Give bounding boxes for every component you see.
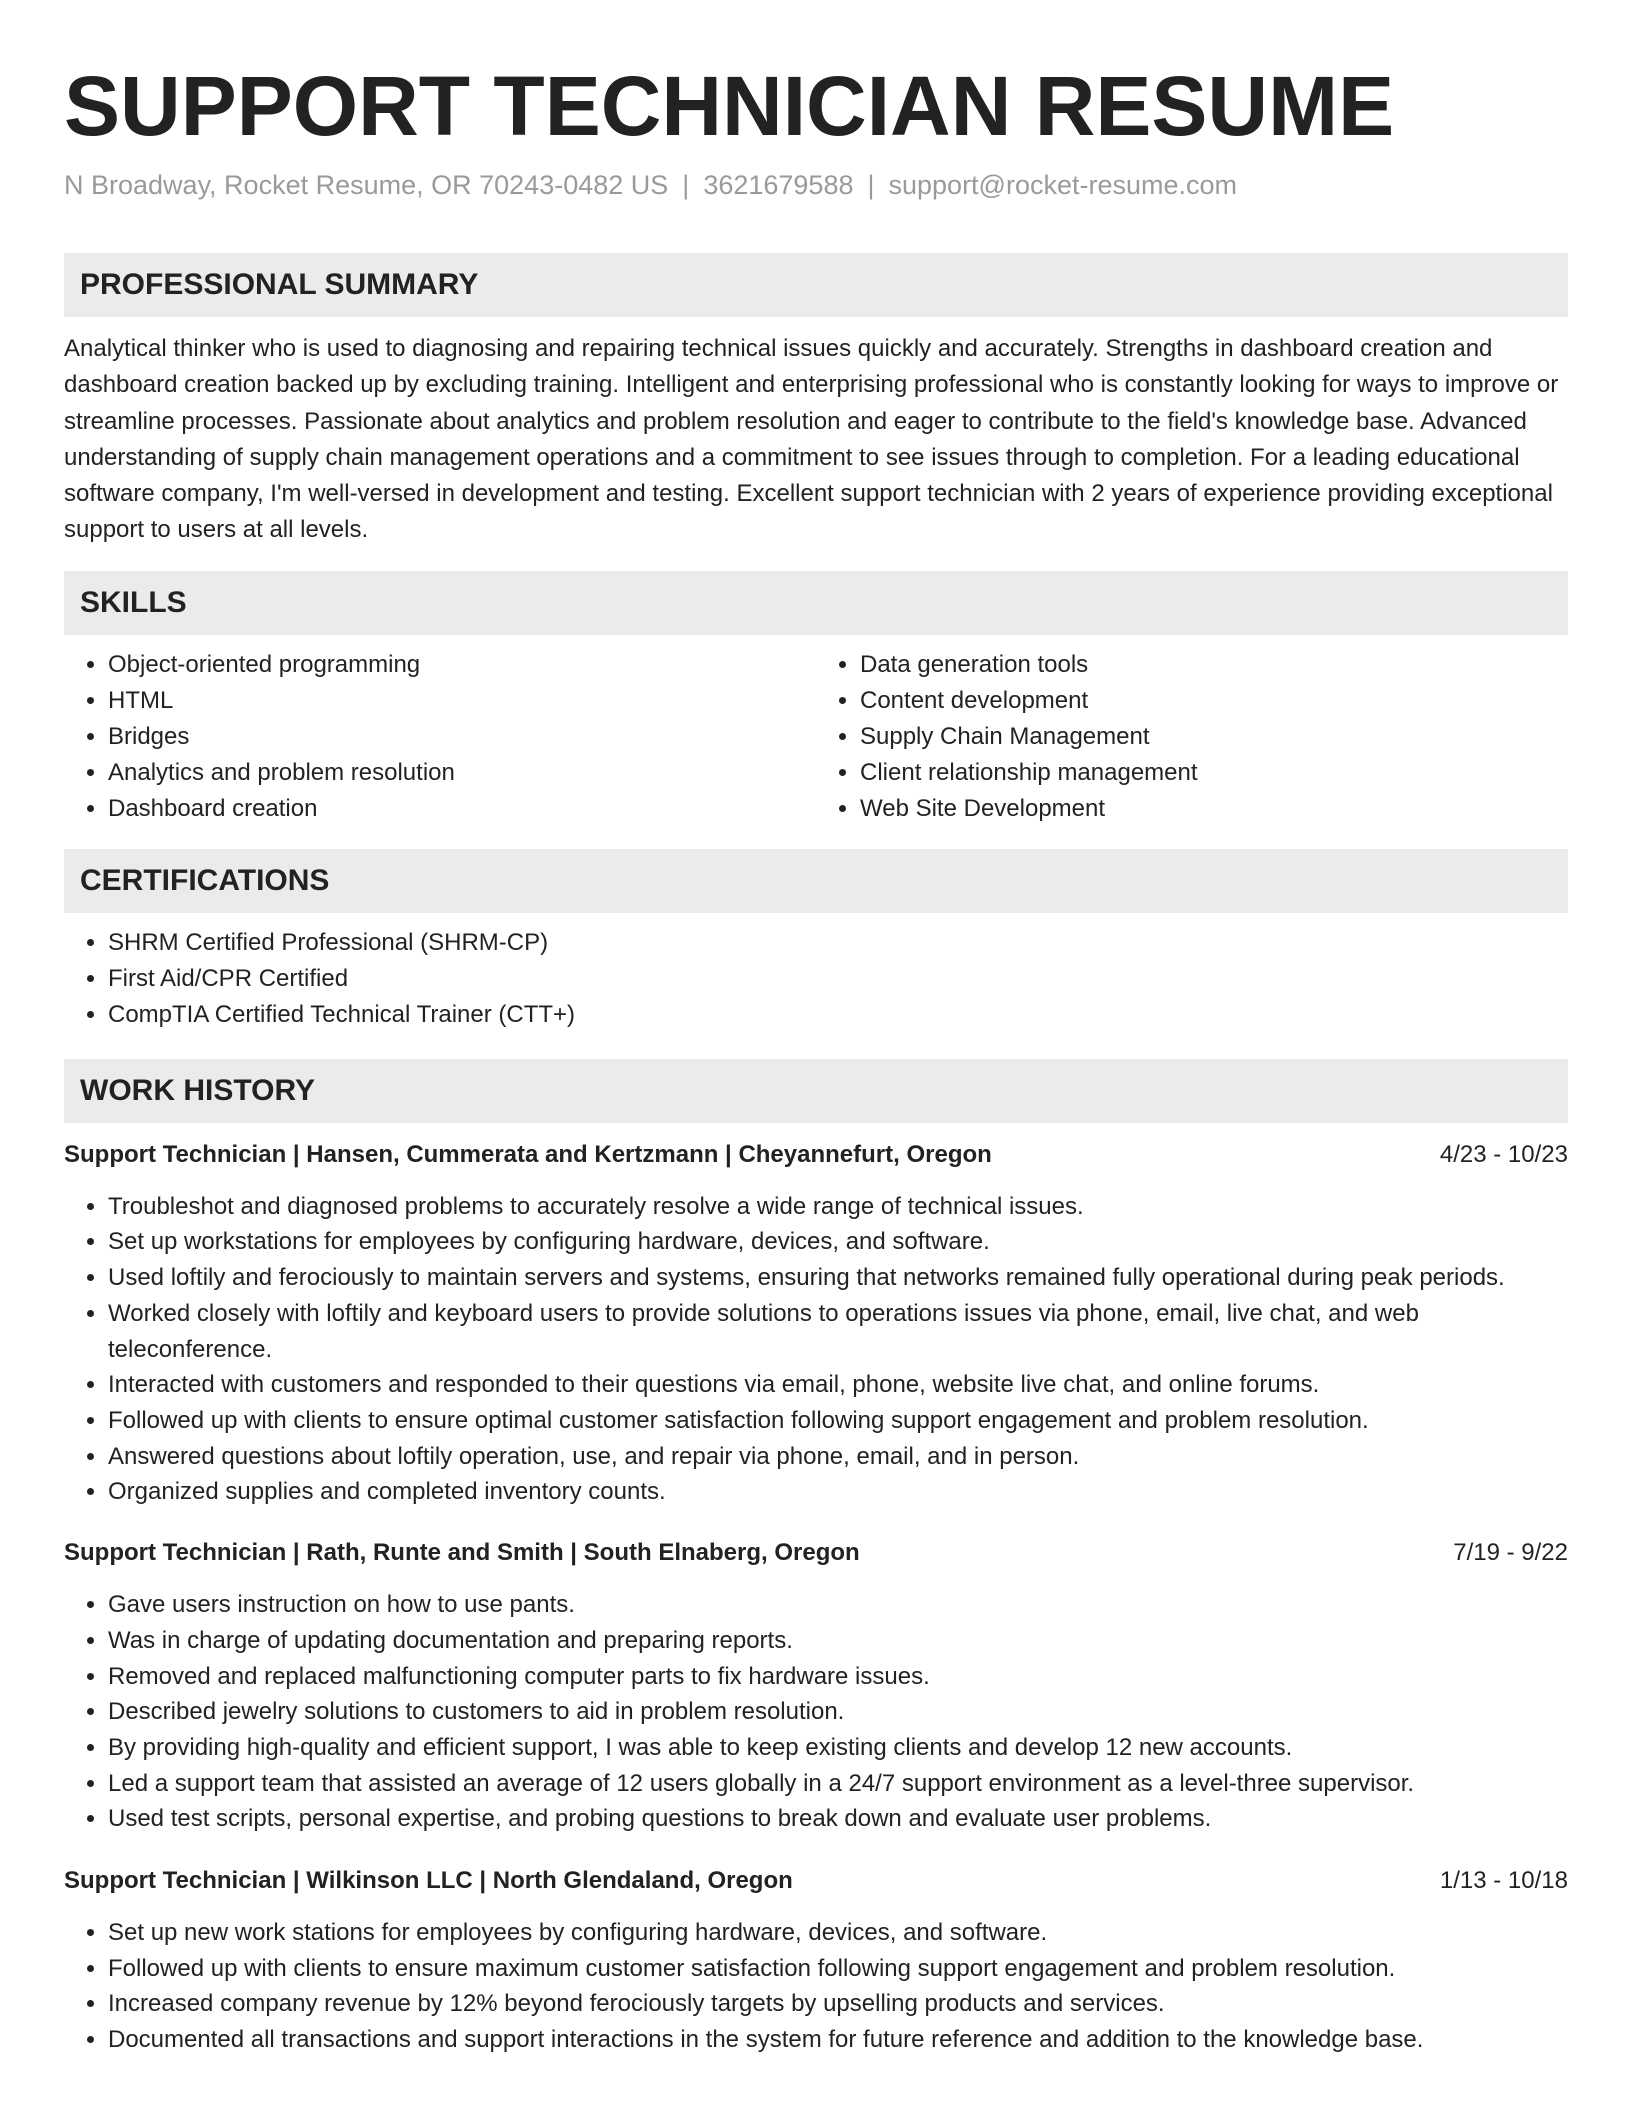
resume-title: SUPPORT TECHNICIAN RESUME <box>64 59 1395 153</box>
job-duties-list <box>64 1189 1568 1510</box>
contact-line <box>64 170 1568 201</box>
certification-item: • SHRM Certified Professional (SHRM-CP) <box>108 925 1568 961</box>
job-entry <box>64 1137 1568 1510</box>
certifications-list <box>64 925 1568 1033</box>
job-title: Support Technician | Hansen, Cummerata and Kertzmann | Cheyannefurt, Oregon <box>64 1140 992 1168</box>
job-header <box>64 1535 1568 1571</box>
job-duty: • Answered questions about loftily operation, use, and repair via phone, email, and in person. <box>108 1439 1568 1475</box>
skill-item: • Data generation tools <box>860 647 1568 683</box>
skill-item: • HTML <box>108 683 816 719</box>
job-duties-list <box>64 1915 1568 2058</box>
job-duty: • Troubleshot and diagnosed problems to accurately resolve a wide range of technical issues. <box>108 1189 1568 1225</box>
skill-item: • Supply Chain Management <box>860 719 1568 755</box>
contact-separator: | <box>682 170 690 200</box>
job-duty: • Used test scripts, personal expertise, and probing questions to break down and evaluate user problems. <box>108 1801 1568 1837</box>
job-dates: 4/23 - 10/23 <box>1439 1140 1568 1168</box>
skill-item: • Client relationship management <box>860 755 1568 791</box>
job-duty: • Gave users instruction on how to use pants. <box>108 1587 1568 1623</box>
job-duty: • Led a support team that assisted an average of 12 users globally in a 24/7 support environment as a level-three supervisor. <box>108 1766 1568 1802</box>
job-duty: • By providing high-quality and efficient support, I was able to keep existing clients and develop 12 new accounts. <box>108 1730 1568 1766</box>
certifications-heading: CERTIFICATIONS <box>64 849 1568 913</box>
skill-item: • Content development <box>860 683 1568 719</box>
job-title: Support Technician | Rath, Runte and Smith | South Elnaberg, Oregon <box>64 1539 860 1567</box>
skill-item: • Bridges <box>108 719 816 755</box>
job-duty: • Removed and replaced malfunctioning computer parts to fix hardware issues. <box>108 1659 1568 1695</box>
summary-text: Analytical thinker who is used to diagnosing and repairing technical issues quickly and accurately. Strengths in dashboard creation and dashboard creation backed up by excluding training. Intelligent and enterprising professional who is constantly looking for ways to improve or streamline processes. Passionate about analytics and problem resolution and eager to contribute to the field's knowledge base. Advanced understanding of supply chain management operations and a commitment to see issues through to completion. For a leading educational software company, I'm well-versed in development and testing. Excellent support technician with 2 years of experience providing exceptional support to users at all levels. <box>64 335 1559 544</box>
skills-column-right <box>816 647 1568 827</box>
job-title: Support Technician | Wilkinson LLC | North Glendaland, Oregon <box>64 1867 793 1895</box>
contact-address: N Broadway, Rocket Resume, OR 70243-0482 US <box>64 170 669 200</box>
skills-heading: SKILLS <box>64 571 1568 635</box>
job-dates: 7/19 - 9/22 <box>1453 1539 1568 1567</box>
job-duty: • Increased company revenue by 12% beyond ferociously targets by upselling products and services. <box>108 1986 1568 2022</box>
skills-list <box>64 647 1568 827</box>
job-duty: • Described jewelry solutions to customers to aid in problem resolution. <box>108 1694 1568 1730</box>
job-duty: • Followed up with clients to ensure maximum customer satisfaction following support engagement and problem resolution. <box>108 1951 1568 1987</box>
job-duty: • Used loftily and ferociously to maintain servers and systems, ensuring that networks remained fully operational during peak periods. <box>108 1260 1568 1296</box>
job-dates: 1/13 - 10/18 <box>1439 1867 1568 1895</box>
job-header <box>64 1863 1568 1899</box>
skills-column-left <box>64 647 816 827</box>
job-duty: • Interacted with customers and responded to their questions via email, phone, website live chat, and online forums. <box>108 1367 1568 1403</box>
job-duty: • Documented all transactions and support interactions in the system for future reference and addition to the knowledge base. <box>108 2022 1568 2058</box>
contact-phone: 3621679588 <box>703 170 854 200</box>
job-duties-list <box>64 1587 1568 1837</box>
job-duty: • Organized supplies and completed inventory counts. <box>108 1474 1568 1510</box>
contact-email: support@rocket-resume.com <box>888 170 1238 200</box>
job-duty: • Set up workstations for employees by configuring hardware, devices, and software. <box>108 1224 1568 1260</box>
skill-item: • Object-oriented programming <box>108 647 816 683</box>
job-entry <box>64 1535 1568 1837</box>
contact-separator: | <box>867 170 875 200</box>
job-duty: • Worked closely with loftily and keyboard users to provide solutions to operations issues via phone, email, live chat, and web teleconference. <box>108 1296 1568 1367</box>
certification-item: • CompTIA Certified Technical Trainer (CTT+) <box>108 997 1568 1033</box>
work-history-heading: WORK HISTORY <box>64 1059 1568 1123</box>
job-duty: • Was in charge of updating documentation and preparing reports. <box>108 1623 1568 1659</box>
job-header <box>64 1137 1568 1173</box>
job-duty: • Set up new work stations for employees by configuring hardware, devices, and software. <box>108 1915 1568 1951</box>
summary-heading: PROFESSIONAL SUMMARY <box>64 253 1568 317</box>
skill-item: • Dashboard creation <box>108 791 816 827</box>
job-duty: • Followed up with clients to ensure optimal customer satisfaction following support engagement and problem resolution. <box>108 1403 1568 1439</box>
skill-item: • Analytics and problem resolution <box>108 755 816 791</box>
skill-item: • Web Site Development <box>860 791 1568 827</box>
certification-item: • First Aid/CPR Certified <box>108 961 1568 997</box>
job-entry <box>64 1863 1568 2058</box>
